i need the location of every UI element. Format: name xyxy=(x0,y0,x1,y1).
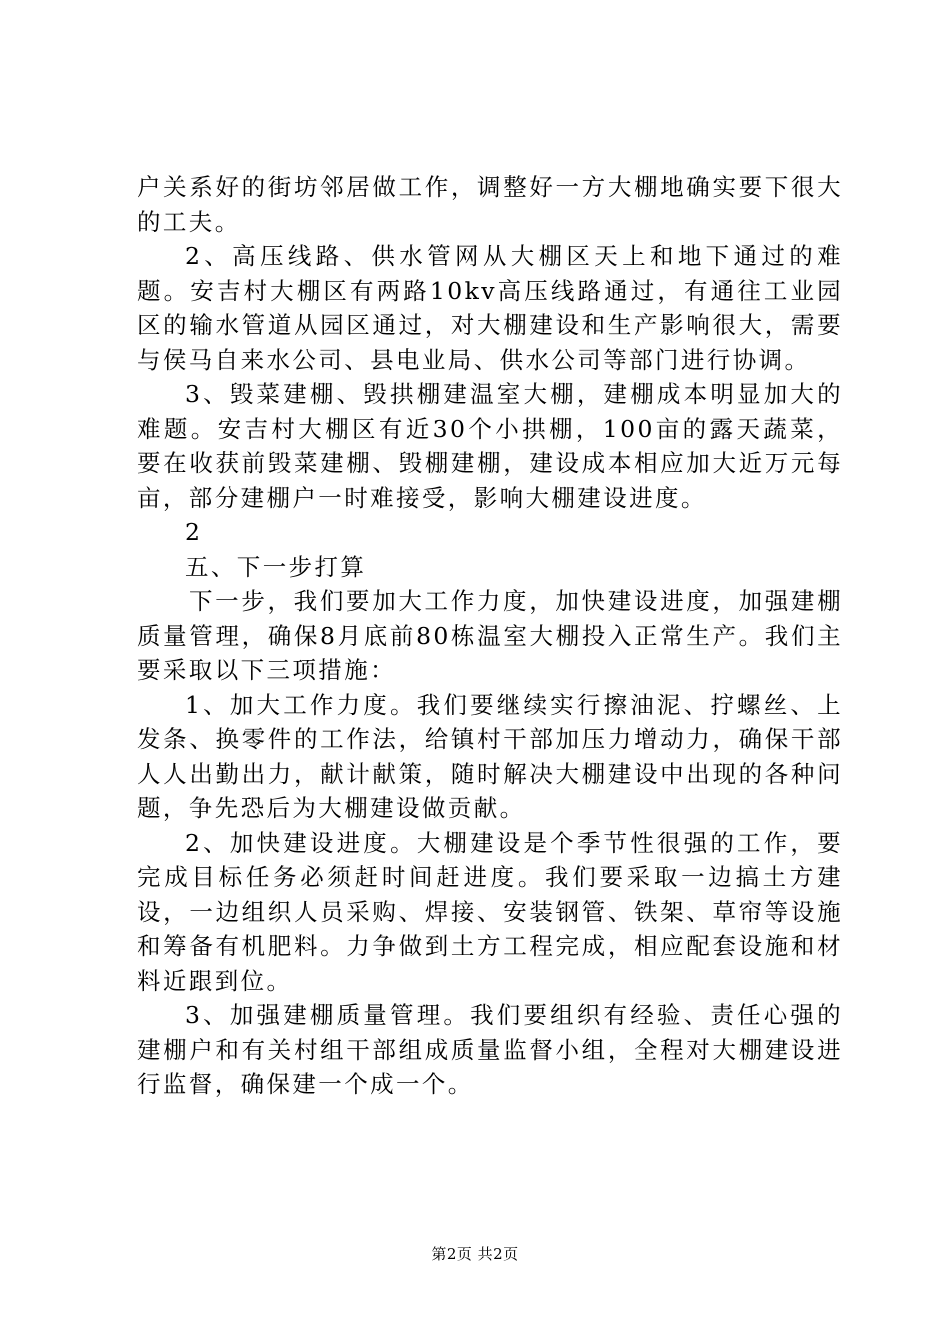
document-body xyxy=(137,170,843,1102)
page-footer xyxy=(0,1244,950,1264)
stray-page-number: 2 xyxy=(185,518,203,546)
paragraph-next-steps-intro: 下一步，我们要加大工作力度，加快建设进度，加强建棚质量管理，确保8月底前80栋温室大棚投入正常生产。我们主要采取以下三项措施： xyxy=(137,587,843,684)
paragraph-measure-3: 3、加强建棚质量管理。我们要组织有经验、责任心强的建棚户和有关村组干部组成质量监督小组，全程对大棚建设进行监督，确保建一个成一个。 xyxy=(137,1001,843,1098)
page-number-label: 第2页 共2页 xyxy=(431,1245,519,1263)
section-heading-next-steps: 五、下一步打算 xyxy=(185,552,367,581)
paragraph-measure-2: 2、加快建设进度。大棚建设是个季节性很强的工作，要完成目标任务必须赶时间赶进度。我们要采取一边搞土方建设，一边组织人员采购、焊接、安装钢管、铁架、草帘等设施和筹备有机肥料。力争做到土方工程完成，相应配套设施和材料近跟到位。 xyxy=(137,828,843,995)
paragraph-continuation: 户关系好的街坊邻居做工作，调整好一方大棚地确实要下很大的工夫。 xyxy=(137,173,843,236)
paragraph-measure-1: 1、加大工作力度。我们要继续实行擦油泥、拧螺丝、上发条、换零件的工作法，给镇村干部加压力增动力，确保干部人人出勤出力，献计献策，随时解决大棚建设中出现的各种问题，争先恐后为大棚建设做贡献。 xyxy=(137,690,843,822)
paragraph-difficulty-2: 2、高压线路、供水管网从大棚区天上和地下通过的难题。安吉村大棚区有两路10kv高压线路通过，有通往工业园区的输水管道从园区通过，对大棚建设和生产影响很大，需要与侯马自来水公司、县电业局、供水公司等部门进行协调。 xyxy=(137,242,843,374)
paragraph-difficulty-3: 3、毁菜建棚、毁拱棚建温室大棚，建棚成本明显加大的难题。安吉村大棚区有近30个小拱棚，100亩的露天蔬菜，要在收获前毁菜建棚、毁棚建棚，建设成本相应加大近万元每亩，部分建棚户一时难接受，影响大棚建设进度。 xyxy=(137,380,843,512)
